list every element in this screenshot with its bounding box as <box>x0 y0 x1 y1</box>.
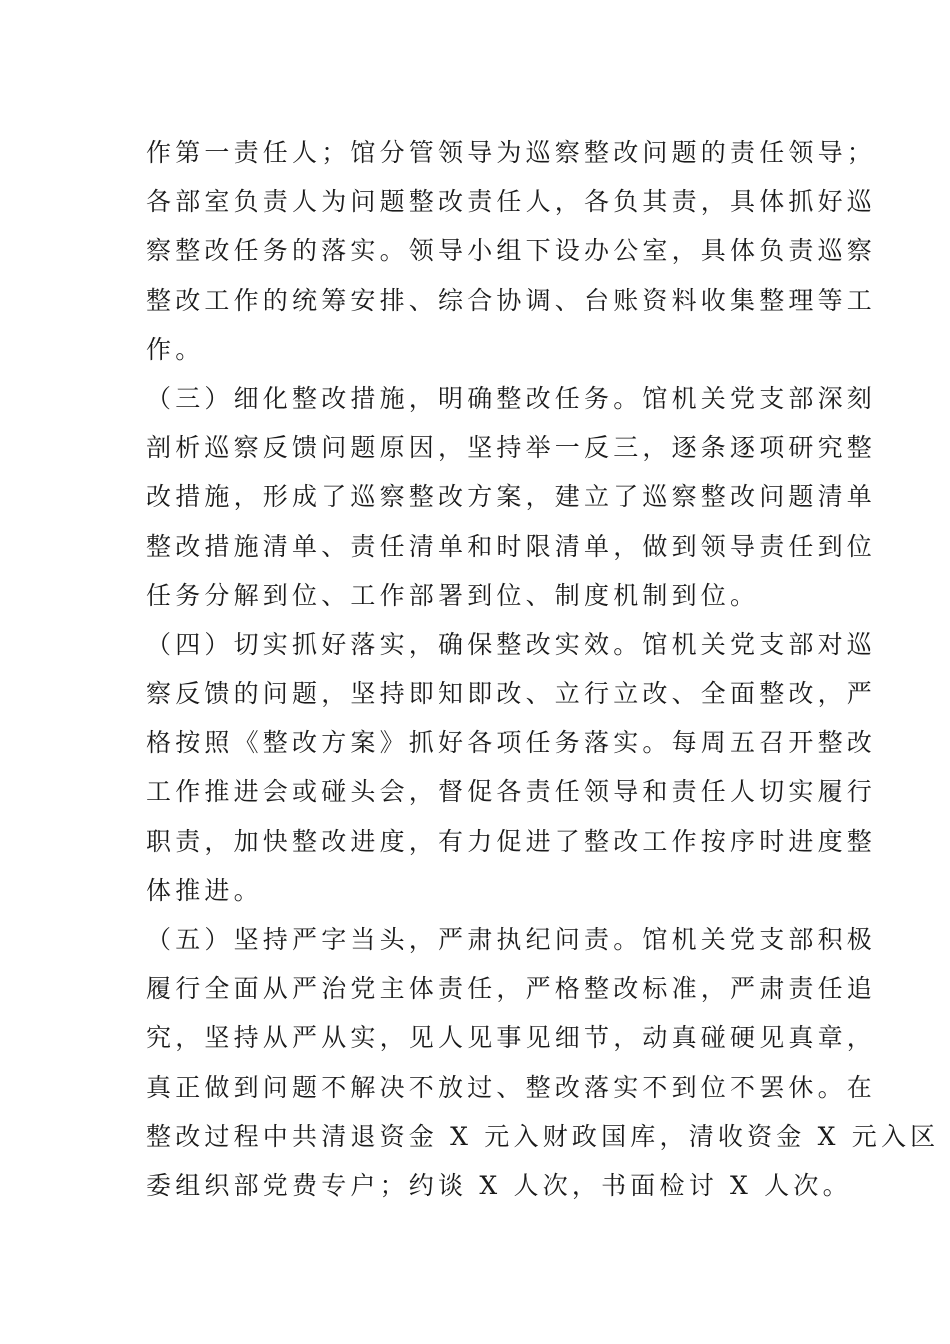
text-line: 整改过程中共清退资金 X 元入财政国库，清收资金 X 元入区 <box>146 1121 940 1151</box>
text-line: 察整改任务的落实。领导小组下设办公室，具体负责巡察 <box>146 236 877 266</box>
text-line: 任务分解到位、工作部署到位、制度机制到位。 <box>146 580 760 610</box>
text-line: 究，坚持从严从实，见人见事见细节，动真碰硬见真章， <box>146 1023 877 1053</box>
text-line: 察反馈的问题，坚持即知即改、立行立改、全面整改，严 <box>146 679 877 709</box>
text-line: 整改工作的统筹安排、综合协调、台账资料收集整理等工 <box>146 285 877 315</box>
text-line: 剖析巡察反馈问题原因，坚持举一反三，逐条逐项研究整 <box>146 433 877 463</box>
text-line: 履行全面从严治党主体责任，严格整改标准，严肃责任追 <box>146 974 877 1004</box>
text-line: 格按照《整改方案》抓好各项任务落实。每周五召开整改 <box>146 728 877 758</box>
text-line: 各部室负责人为问题整改责任人，各负其责，具体抓好巡 <box>146 187 877 217</box>
text-line: 整改措施清单、责任清单和时限清单，做到领导责任到位 <box>146 531 877 561</box>
text-line: （五）坚持严字当头，严肃执纪问责。馆机关党支部积极 <box>146 925 877 954</box>
text-line: （三）细化整改措施，明确整改任务。馆机关党支部深刻 <box>146 383 877 413</box>
document-body <box>146 128 940 1210</box>
text-line: （四）切实抓好落实，确保整改实效。馆机关党支部对巡 <box>146 629 877 659</box>
text-line: 委组织部党费专户；约谈 X 人次，书面检讨 X 人次。 <box>146 1170 852 1200</box>
text-line: 改措施，形成了巡察整改方案，建立了巡察整改问题清单 <box>146 482 877 512</box>
text-line: 真正做到问题不解决不放过、整改落实不到位不罢休。在 <box>146 1072 877 1102</box>
text-line: 工作推进会或碰头会，督促各责任领导和责任人切实履行 <box>146 777 877 807</box>
text-line: 体推进。 <box>146 875 263 905</box>
text-line: 作。 <box>146 334 205 364</box>
text-line: 职责，加快整改进度，有力促进了整改工作按序时进度整 <box>146 826 877 856</box>
text-line: 作第一责任人；馆分管领导为巡察整改问题的责任领导； <box>146 138 877 167</box>
